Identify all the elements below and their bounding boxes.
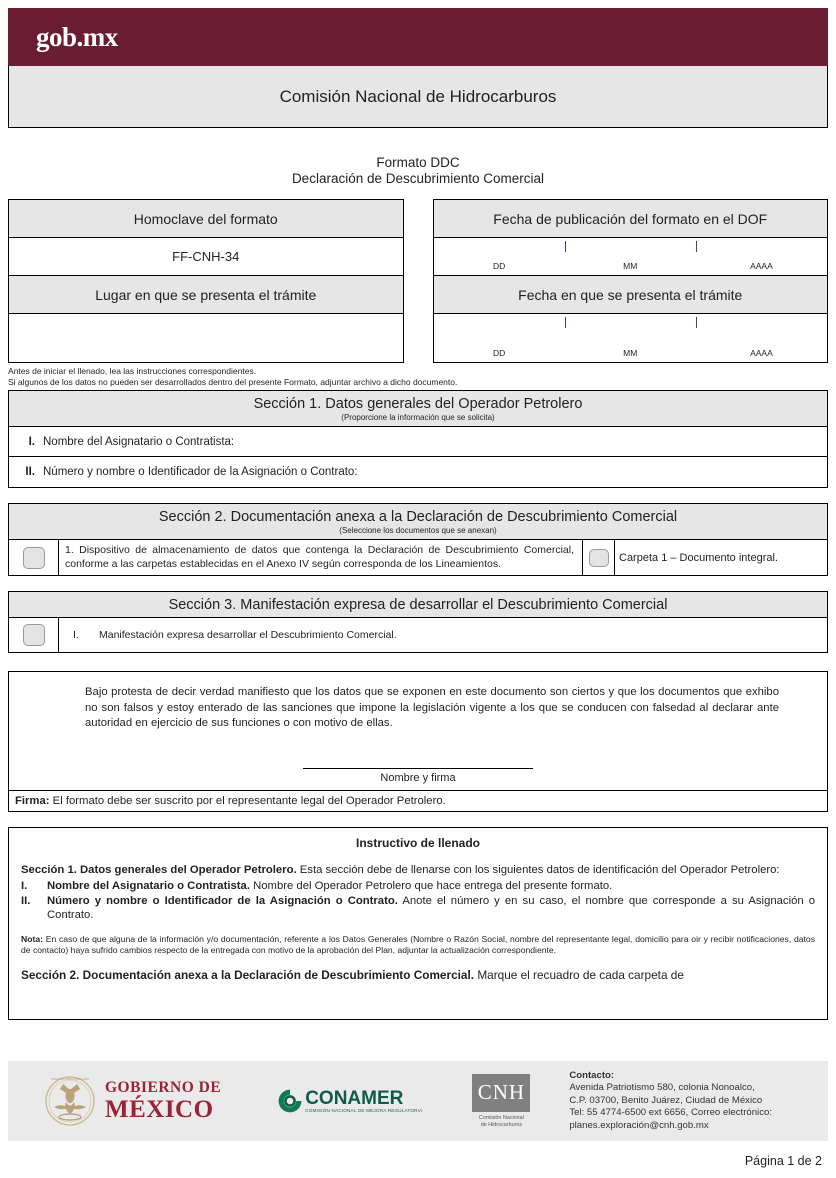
date-divider-3 bbox=[565, 317, 566, 328]
date-labels bbox=[434, 261, 828, 271]
instructivo-item-ii-num: II. bbox=[21, 894, 31, 907]
svg-text:ESTADOS UNIDOS MEXICANOS: ESTADOS UNIDOS MEXICANOS bbox=[51, 1078, 89, 1082]
instructivo-nota-text: En caso de que alguna de la información y/o documentación, referente a los Datos Generales (Nombre o Razón Social, nombre del representante legal, domicilio para oir y recibir notificaciones, datos de contacto) haya sufrido cambios respecto de la entregada con motivo de la aprobación del Plan, adjuntar la actualización correspondiente. bbox=[21, 933, 815, 955]
section-2-item-row bbox=[9, 540, 827, 575]
section-2-item-text: 1. Dispositivo de almacenamiento de datos que contenga la Declaración de Descubrimiento Comercial, conforme a las carpetas establecidas en el Anexo IV según corresponda de los Lineamientos. bbox=[65, 544, 574, 570]
homoclave-label-box bbox=[8, 199, 404, 238]
date-label-mm: MM bbox=[623, 261, 638, 271]
instructivo-item-ii-rest: Anote el número y en su caso, el nombre que corresponde a su Asignación o Contrato. bbox=[47, 894, 815, 921]
fecha-publicacion-label-box bbox=[433, 199, 829, 238]
contact-line-2: C.P. 03700, Benito Juárez, Ciudad de México bbox=[569, 1094, 763, 1106]
form-header-grid bbox=[8, 199, 828, 363]
instructivo-item-ii-bold: Número y nombre o Identificador de la Asignación o Contrato. bbox=[47, 894, 398, 907]
section-2-subheading: (Seleccione los documentos que se anexan) bbox=[339, 526, 497, 535]
date-label-dd-2: DD bbox=[492, 348, 506, 358]
gobierno-de-mexico-logo bbox=[44, 1075, 221, 1127]
section-2-heading: Sección 2. Documentación anexa a la Declaración de Descubrimiento Comercial bbox=[158, 509, 678, 525]
section-3-heading: Sección 3. Manifestación expresa de desarrollar el Descubrimiento Comercial bbox=[168, 597, 668, 613]
section-1-subheading: (Proporcione la información que se solicita) bbox=[341, 413, 495, 422]
section-2-checkbox[interactable] bbox=[23, 547, 45, 569]
gobierno-wordmark bbox=[105, 1080, 221, 1123]
cnh-acronym: CNH bbox=[472, 1074, 530, 1112]
cnh-logo bbox=[472, 1074, 530, 1129]
document-page bbox=[0, 8, 836, 1178]
date-divider-2 bbox=[696, 241, 697, 252]
section-2-header bbox=[9, 504, 827, 540]
gobierno-line-2: MÉXICO bbox=[105, 1096, 214, 1124]
conamer-subtitle: COMISIÓN NACIONAL DE MEJORA REGULATORIA bbox=[305, 1107, 423, 1113]
gobmx-banner bbox=[8, 8, 828, 66]
section-2 bbox=[8, 503, 828, 576]
mexican-eagle-icon bbox=[44, 1075, 96, 1127]
lugar-label-box bbox=[8, 276, 404, 314]
contact-email: planes.exploración@cnh.gob.mx bbox=[569, 1119, 709, 1131]
firma-note-text: El formato debe ser suscrito por el representante legal del Operador Petrolero. bbox=[49, 794, 446, 807]
section-3-checkbox-cell[interactable] bbox=[9, 618, 59, 652]
section-3-roman: I. bbox=[73, 629, 79, 641]
instructivo-item-i-num: I. bbox=[21, 880, 28, 892]
form-header-right-column bbox=[433, 199, 829, 363]
lugar-input[interactable] bbox=[9, 314, 403, 362]
section-3-header bbox=[9, 592, 827, 618]
conamer-wordmark bbox=[305, 1089, 422, 1114]
section-1-heading: Sección 1. Datos generales del Operador Petrolero bbox=[253, 396, 583, 412]
instructivo-section1-rest: Esta sección debe de llenarse con los siguientes datos de identificación del Operador Petrolero: bbox=[296, 863, 780, 876]
section-1-row-i[interactable] bbox=[9, 427, 827, 457]
declaration-box bbox=[8, 671, 828, 812]
instructivo-box bbox=[8, 827, 828, 1020]
lugar-input-box[interactable] bbox=[8, 314, 404, 363]
signature-line[interactable] bbox=[303, 768, 533, 769]
date-label-dd: DD bbox=[492, 261, 506, 271]
date-divider-4 bbox=[696, 317, 697, 328]
gobmx-wordmark: gob.mx bbox=[36, 21, 118, 52]
conamer-logo bbox=[277, 1088, 422, 1114]
instructivo-item-i-bold: Nombre del Asignatario o Contratista. bbox=[47, 880, 250, 892]
section-3-checkbox[interactable] bbox=[23, 624, 45, 646]
section-2-checkbox-cell[interactable] bbox=[9, 540, 59, 575]
fecha-publicacion-input-box[interactable] bbox=[433, 238, 829, 276]
instructivo-section2-bold: Sección 2. Documentación anexa a la Declaración de Descubrimiento Comercial. bbox=[21, 967, 475, 982]
instructivo-nota-label: Nota: bbox=[21, 933, 43, 944]
instructivo-section2-rest: Marque el recuadro de cada carpeta de bbox=[474, 967, 684, 982]
lugar-label: Lugar en que se presenta el trámite bbox=[9, 276, 403, 313]
page-footer bbox=[8, 1061, 828, 1141]
instructivo-section1-paragraph bbox=[21, 863, 815, 878]
fecha-presentacion-label: Fecha en que se presenta el trámite bbox=[434, 276, 828, 313]
signature-area[interactable] bbox=[9, 768, 827, 790]
fecha-publicacion-date-fields[interactable] bbox=[434, 238, 828, 275]
instructivo-nota bbox=[21, 934, 815, 957]
cnh-caption-line-2: de Hidrocarburos bbox=[480, 1121, 523, 1128]
homoclave-value: FF-CNH-34 bbox=[9, 238, 403, 275]
conamer-name: CONAMER bbox=[305, 1087, 404, 1109]
institution-title: Comisión Nacional de Hidrocarburos bbox=[279, 86, 557, 106]
date-label-mm-2: MM bbox=[623, 348, 638, 358]
section-3-item-text: Manifestación expresa desarrollar el Descubrimiento Comercial. bbox=[99, 629, 397, 641]
form-title-line1: Formato DDC bbox=[376, 155, 460, 170]
signature-label: Nombre y firma bbox=[380, 771, 456, 784]
contact-block bbox=[569, 1070, 772, 1133]
section-1-row-i-roman: I. bbox=[28, 435, 35, 448]
pre-instructions bbox=[8, 366, 828, 387]
instructivo-section2-paragraph bbox=[21, 968, 815, 983]
fecha-presentacion-label-box bbox=[433, 276, 829, 314]
cnh-caption bbox=[472, 1115, 530, 1129]
homoclave-label: Homoclave del formato bbox=[9, 200, 403, 237]
institution-header bbox=[8, 66, 828, 128]
section-2-carpeta-checkbox-cell[interactable] bbox=[582, 540, 615, 575]
section-1-row-i-label: Nombre del Asignatario o Contratista: bbox=[43, 435, 235, 448]
instructivo-item-i-rest: Nombre del Operador Petrolero que hace entrega del presente formato. bbox=[249, 880, 613, 892]
homoclave-value-box bbox=[8, 238, 404, 276]
declaration-body: Bajo protesta de decir verdad manifiesto que los datos que se exponen en este documento son ciertos y que los documentos que exhibo no son falsos y estoy enterado de las sanciones que impone la legislación vigente a los que se conducen con falsedad al declarar ante autoridad en ejercicio de sus funciones o con motivo de ellas. bbox=[85, 686, 779, 729]
cnh-caption-line-1: Comisión Nacional bbox=[478, 1114, 524, 1121]
contact-line-1: Avenida Patriotismo 580, colonia Nonoalco, bbox=[569, 1082, 755, 1094]
form-header-left-column bbox=[8, 199, 404, 363]
instructivo-item-i bbox=[21, 879, 815, 894]
section-3-item bbox=[59, 618, 827, 652]
section-3 bbox=[8, 591, 828, 653]
firma-note bbox=[9, 790, 827, 811]
pre-instruction-line-1: Antes de iniciar el llenado, lea las instrucciones correspondientes. bbox=[8, 366, 257, 376]
firma-note-label: Firma: bbox=[15, 794, 50, 807]
section-2-carpeta-checkbox[interactable] bbox=[589, 549, 609, 567]
gobierno-line-1: GOBIERNO DE bbox=[105, 1078, 222, 1096]
instructivo-item-ii bbox=[21, 894, 815, 923]
section-1-header bbox=[9, 391, 827, 427]
contact-line-3: Tel: 55 4774-6500 ext 6656, Correo electrónico: bbox=[569, 1107, 772, 1119]
instructivo-title: Instructivo de llenado bbox=[355, 835, 481, 850]
date-label-aaaa: AAAA bbox=[750, 261, 773, 271]
page-number: Página 1 de 2 bbox=[744, 1154, 822, 1168]
section-1 bbox=[8, 390, 828, 488]
fecha-presentacion-input-box[interactable] bbox=[433, 314, 829, 363]
date-labels-2 bbox=[434, 348, 828, 358]
form-title bbox=[0, 155, 836, 187]
date-label-aaaa-2: AAAA bbox=[750, 348, 773, 358]
instructivo-item-i-text bbox=[47, 879, 612, 894]
section-2-carpeta-label: Carpeta 1 – Documento integral. bbox=[619, 551, 778, 564]
instructivo-section1-bold: Sección 1. Datos generales del Operador Petrolero. bbox=[21, 863, 297, 876]
contact-label: Contacto: bbox=[569, 1069, 615, 1081]
pre-instruction-line-2: Si algunos de los datos no pueden ser desarrollados dentro del presente Formato, adjuntar archivo a dicho documento. bbox=[8, 376, 458, 387]
section-3-item-row bbox=[9, 618, 827, 652]
date-divider-1 bbox=[565, 241, 566, 252]
section-1-row-ii[interactable] bbox=[9, 457, 827, 487]
form-title-line2: Declaración de Descubrimiento Comercial bbox=[291, 171, 545, 186]
fecha-publicacion-label: Fecha de publicación del formato en el DOF bbox=[434, 200, 828, 237]
section-1-row-ii-roman: II. bbox=[25, 466, 35, 478]
section-1-row-ii-label: Número y nombre o Identificador de la Asignación o Contrato: bbox=[43, 466, 358, 478]
fecha-presentacion-date-fields[interactable] bbox=[434, 314, 828, 362]
conamer-swirl-icon bbox=[277, 1088, 303, 1114]
instructivo-item-ii-text bbox=[47, 894, 815, 923]
